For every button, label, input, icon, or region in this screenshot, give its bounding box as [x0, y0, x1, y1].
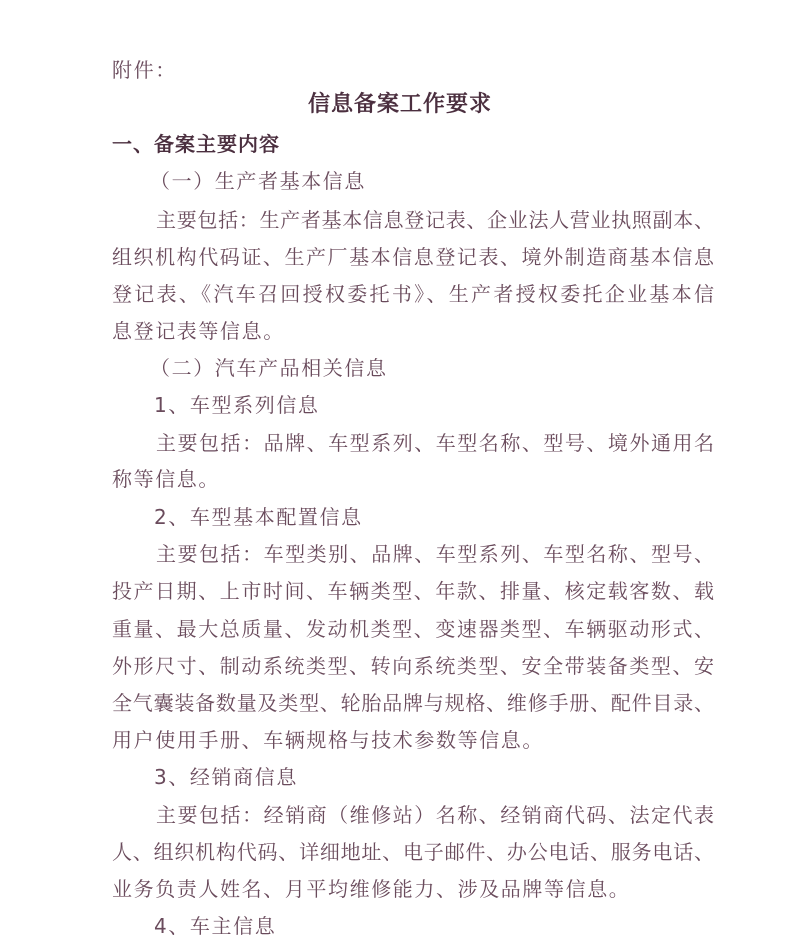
paragraph-line: 登记表、《汽车召回授权委托书》、生产者授权委托企业基本信	[112, 282, 714, 306]
paragraph-line: 息登记表等信息。	[112, 319, 285, 343]
paragraph-line: 用户使用手册、车辆规格与技术参数等信息。	[112, 728, 544, 752]
item-heading-3: 3、经销商信息	[154, 765, 298, 789]
subsection-heading-2: （二）汽车产品相关信息	[150, 356, 388, 380]
paragraph-line: 外形尺寸、制动系统类型、转向系统类型、安全带装备类型、安	[112, 654, 714, 678]
paragraph-line: 称等信息。	[112, 467, 220, 491]
paragraph-line: 主要包括：经销商（维修站）名称、经销商代码、法定代表	[156, 803, 714, 827]
item-heading-2: 2、车型基本配置信息	[154, 505, 363, 529]
paragraph-line: 主要包括：品牌、车型系列、车型名称、型号、境外通用名	[156, 431, 714, 455]
paragraph-line: 人、组织机构代码、详细地址、电子邮件、办公电话、服务电话、	[112, 840, 714, 864]
attachment-label: 附件：	[112, 58, 177, 82]
paragraph-line: 业务负责人姓名、月平均维修能力、涉及品牌等信息。	[112, 877, 631, 901]
item-heading-1: 1、车型系列信息	[154, 393, 320, 417]
paragraph-line: 主要包括：车型类别、品牌、车型系列、车型名称、型号、	[156, 542, 714, 566]
subsection-heading-1: （一）生产者基本信息	[150, 169, 366, 193]
item-heading-4: 4、车主信息	[154, 914, 277, 938]
paragraph-line: 全气囊装备数量及类型、轮胎品牌与规格、维修手册、配件目录、	[112, 691, 714, 715]
paragraph-line: 重量、最大总质量、发动机类型、变速器类型、车辆驱动形式、	[112, 617, 714, 641]
paragraph-line: 组织机构代码证、生产厂基本信息登记表、境外制造商基本信息	[112, 245, 714, 269]
paragraph-line: 投产日期、上市时间、车辆类型、年款、排量、核定载客数、载	[112, 579, 714, 603]
document-title: 信息备案工作要求	[307, 91, 492, 117]
paragraph-line: 主要包括：生产者基本信息登记表、企业法人营业执照副本、	[156, 208, 714, 232]
section-heading-1: 一、备案主要内容	[112, 132, 280, 156]
